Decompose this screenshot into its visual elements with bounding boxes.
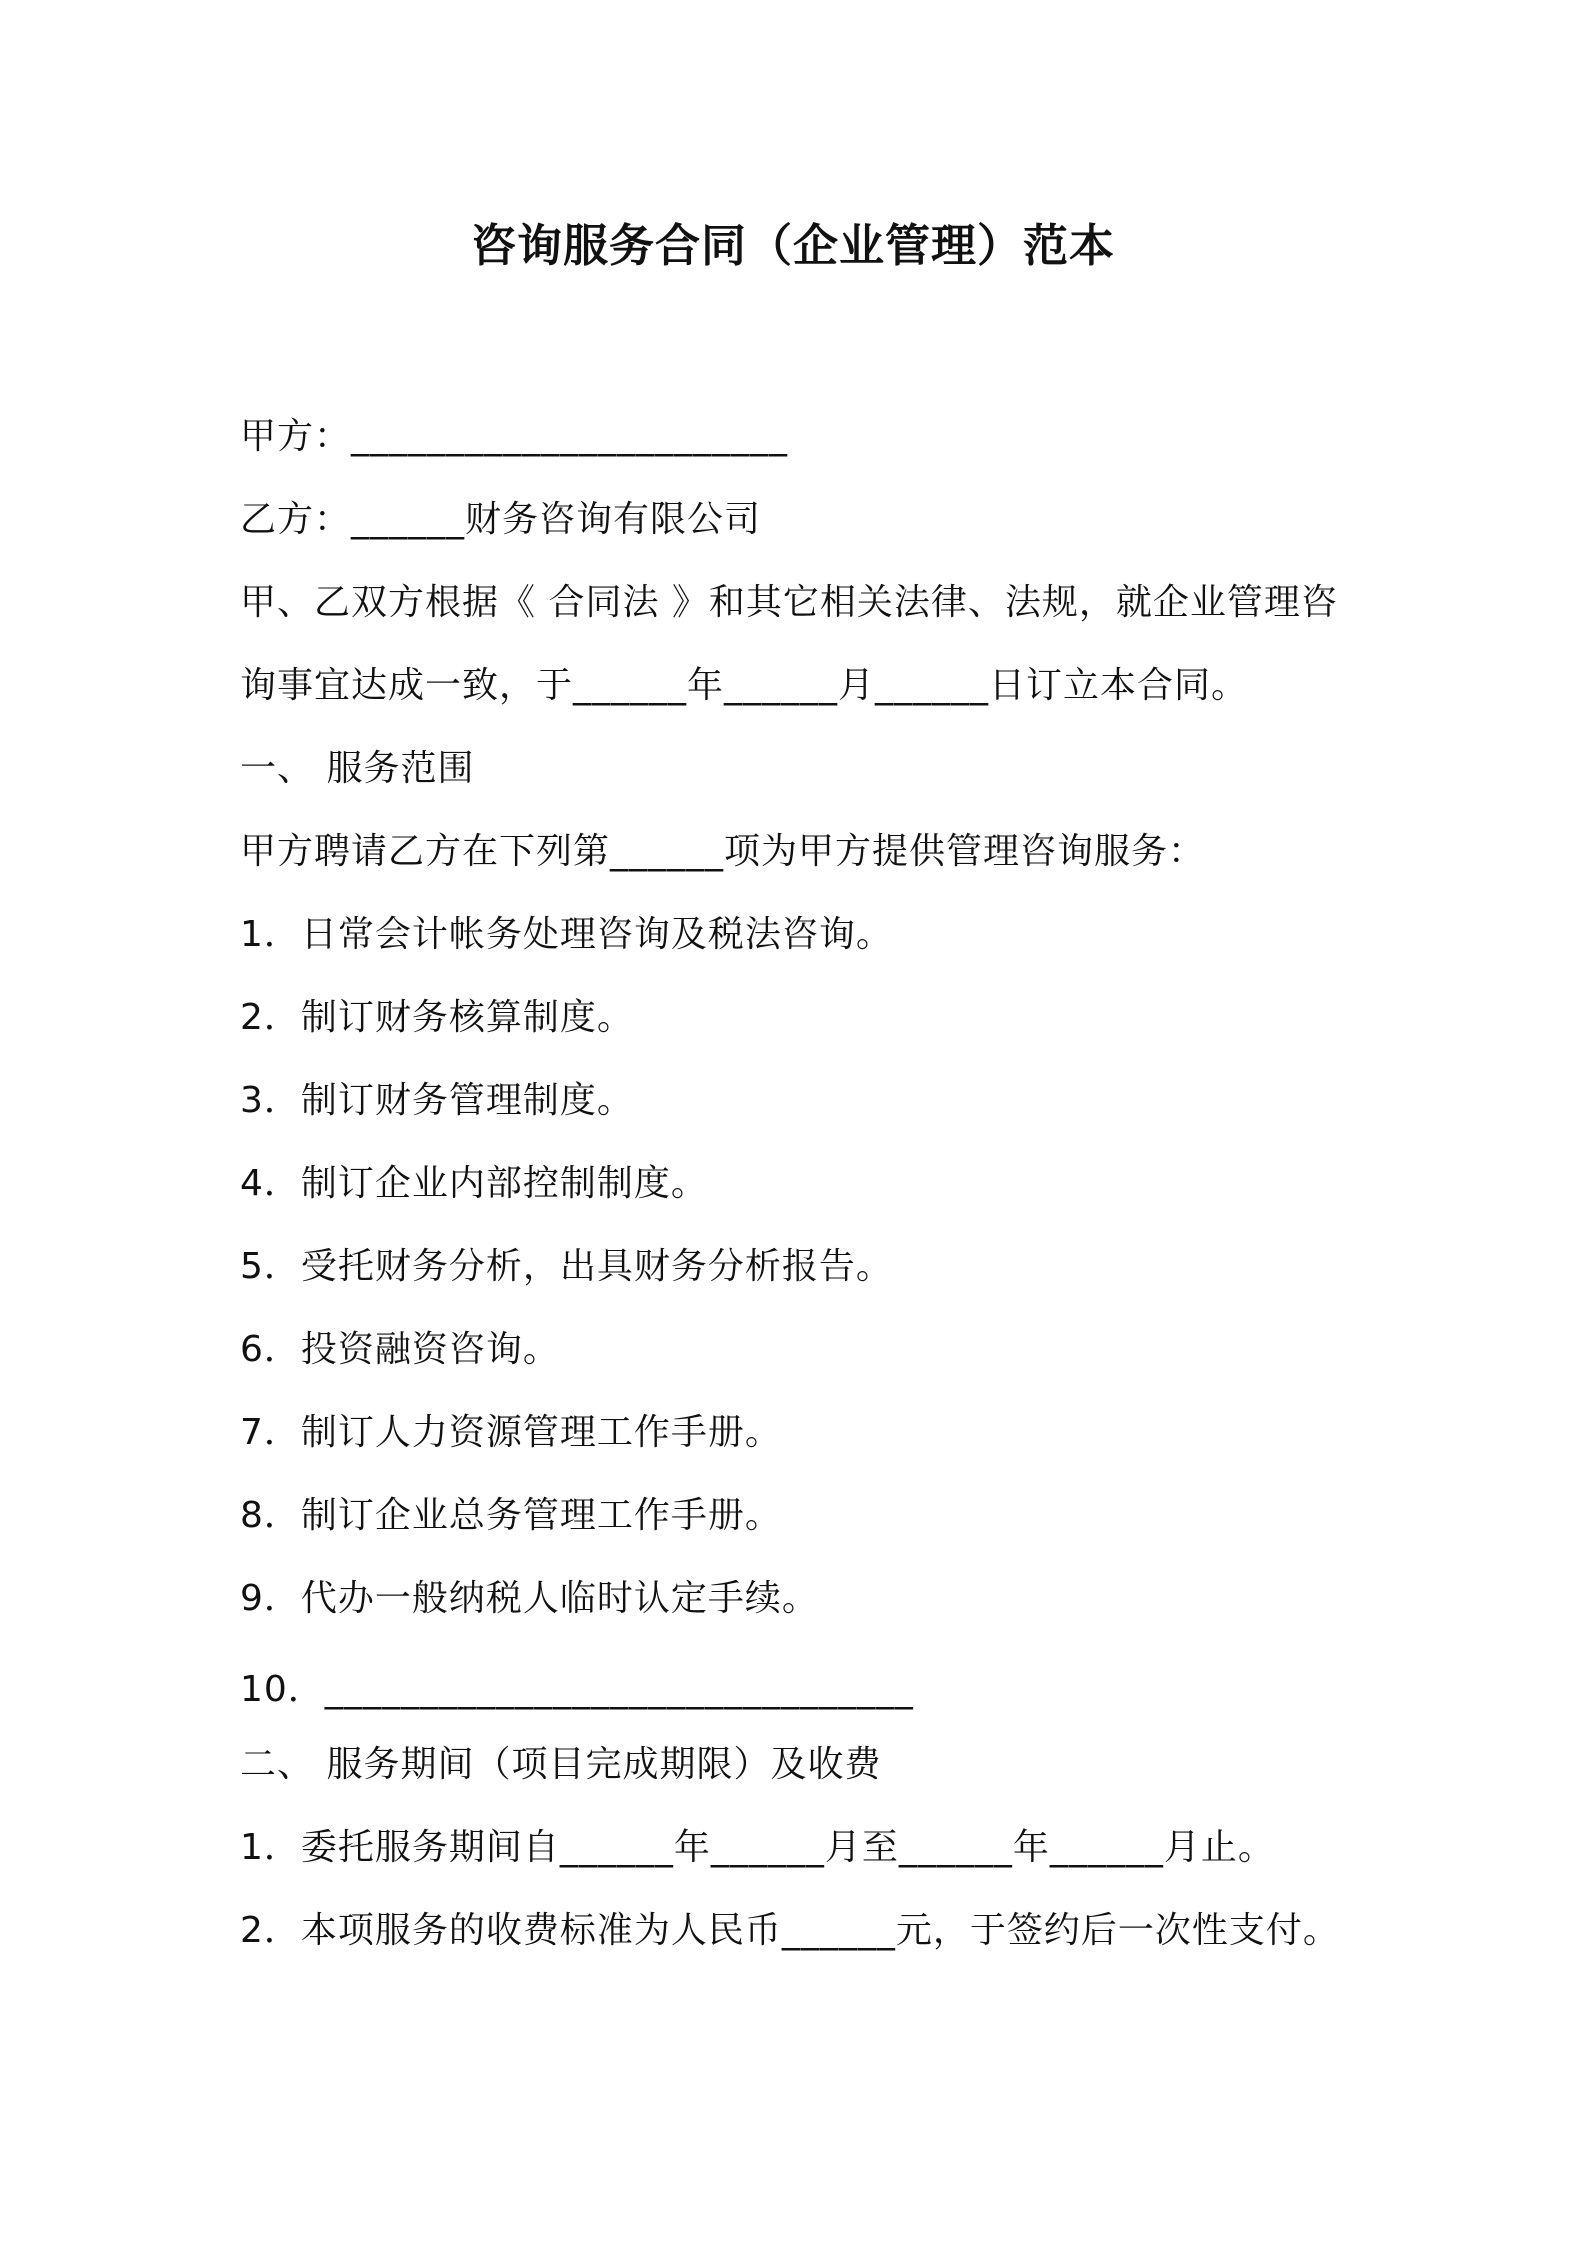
section-1-intro: 甲方聘请乙方在下列第______项为甲方提供管理咨询服务：	[240, 831, 1206, 872]
list-item: 1．委托服务期间自______年______月至______年______月止。	[240, 1827, 1275, 1868]
section-1-heading: 一、 服务范围	[240, 748, 475, 789]
party-a-line: 甲方：_______________________	[240, 416, 789, 457]
document-title: 咨询服务合同（企业管理）范本	[470, 219, 1115, 272]
list-item: 5．受托财务分析，出具财务分析报告。	[240, 1246, 893, 1287]
list-item: 3．制订财务管理制度。	[240, 1080, 634, 1121]
list-item: 6．投资融资咨询。	[240, 1329, 560, 1370]
section-2-heading: 二、 服务期间（项目完成期限）及收费	[240, 1744, 882, 1785]
preamble-line-1: 甲、乙双方根据《 合同法 》和其它相关法律、法规，就企业管理咨	[240, 582, 1338, 623]
list-item: 4．制订企业内部控制制度。	[240, 1163, 708, 1204]
list-item: 8．制订企业总务管理工作手册。	[240, 1495, 782, 1536]
list-item: 2．本项服务的收费标准为人民币______元，于签约后一次性支付。	[240, 1910, 1340, 1951]
list-item: 7．制订人力资源管理工作手册。	[240, 1412, 782, 1453]
list-item: 10．_______________________________	[240, 1669, 914, 1710]
preamble-line-2: 询事宜达成一致，于______年______月______日订立本合同。	[240, 665, 1249, 706]
party-b-line: 乙方：______财务咨询有限公司	[240, 499, 762, 540]
list-item: 1．日常会计帐务处理咨询及税法咨询。	[240, 914, 893, 955]
list-item: 2．制订财务核算制度。	[240, 997, 634, 1038]
list-item: 9．代办一般纳税人临时认定手续。	[240, 1578, 819, 1619]
